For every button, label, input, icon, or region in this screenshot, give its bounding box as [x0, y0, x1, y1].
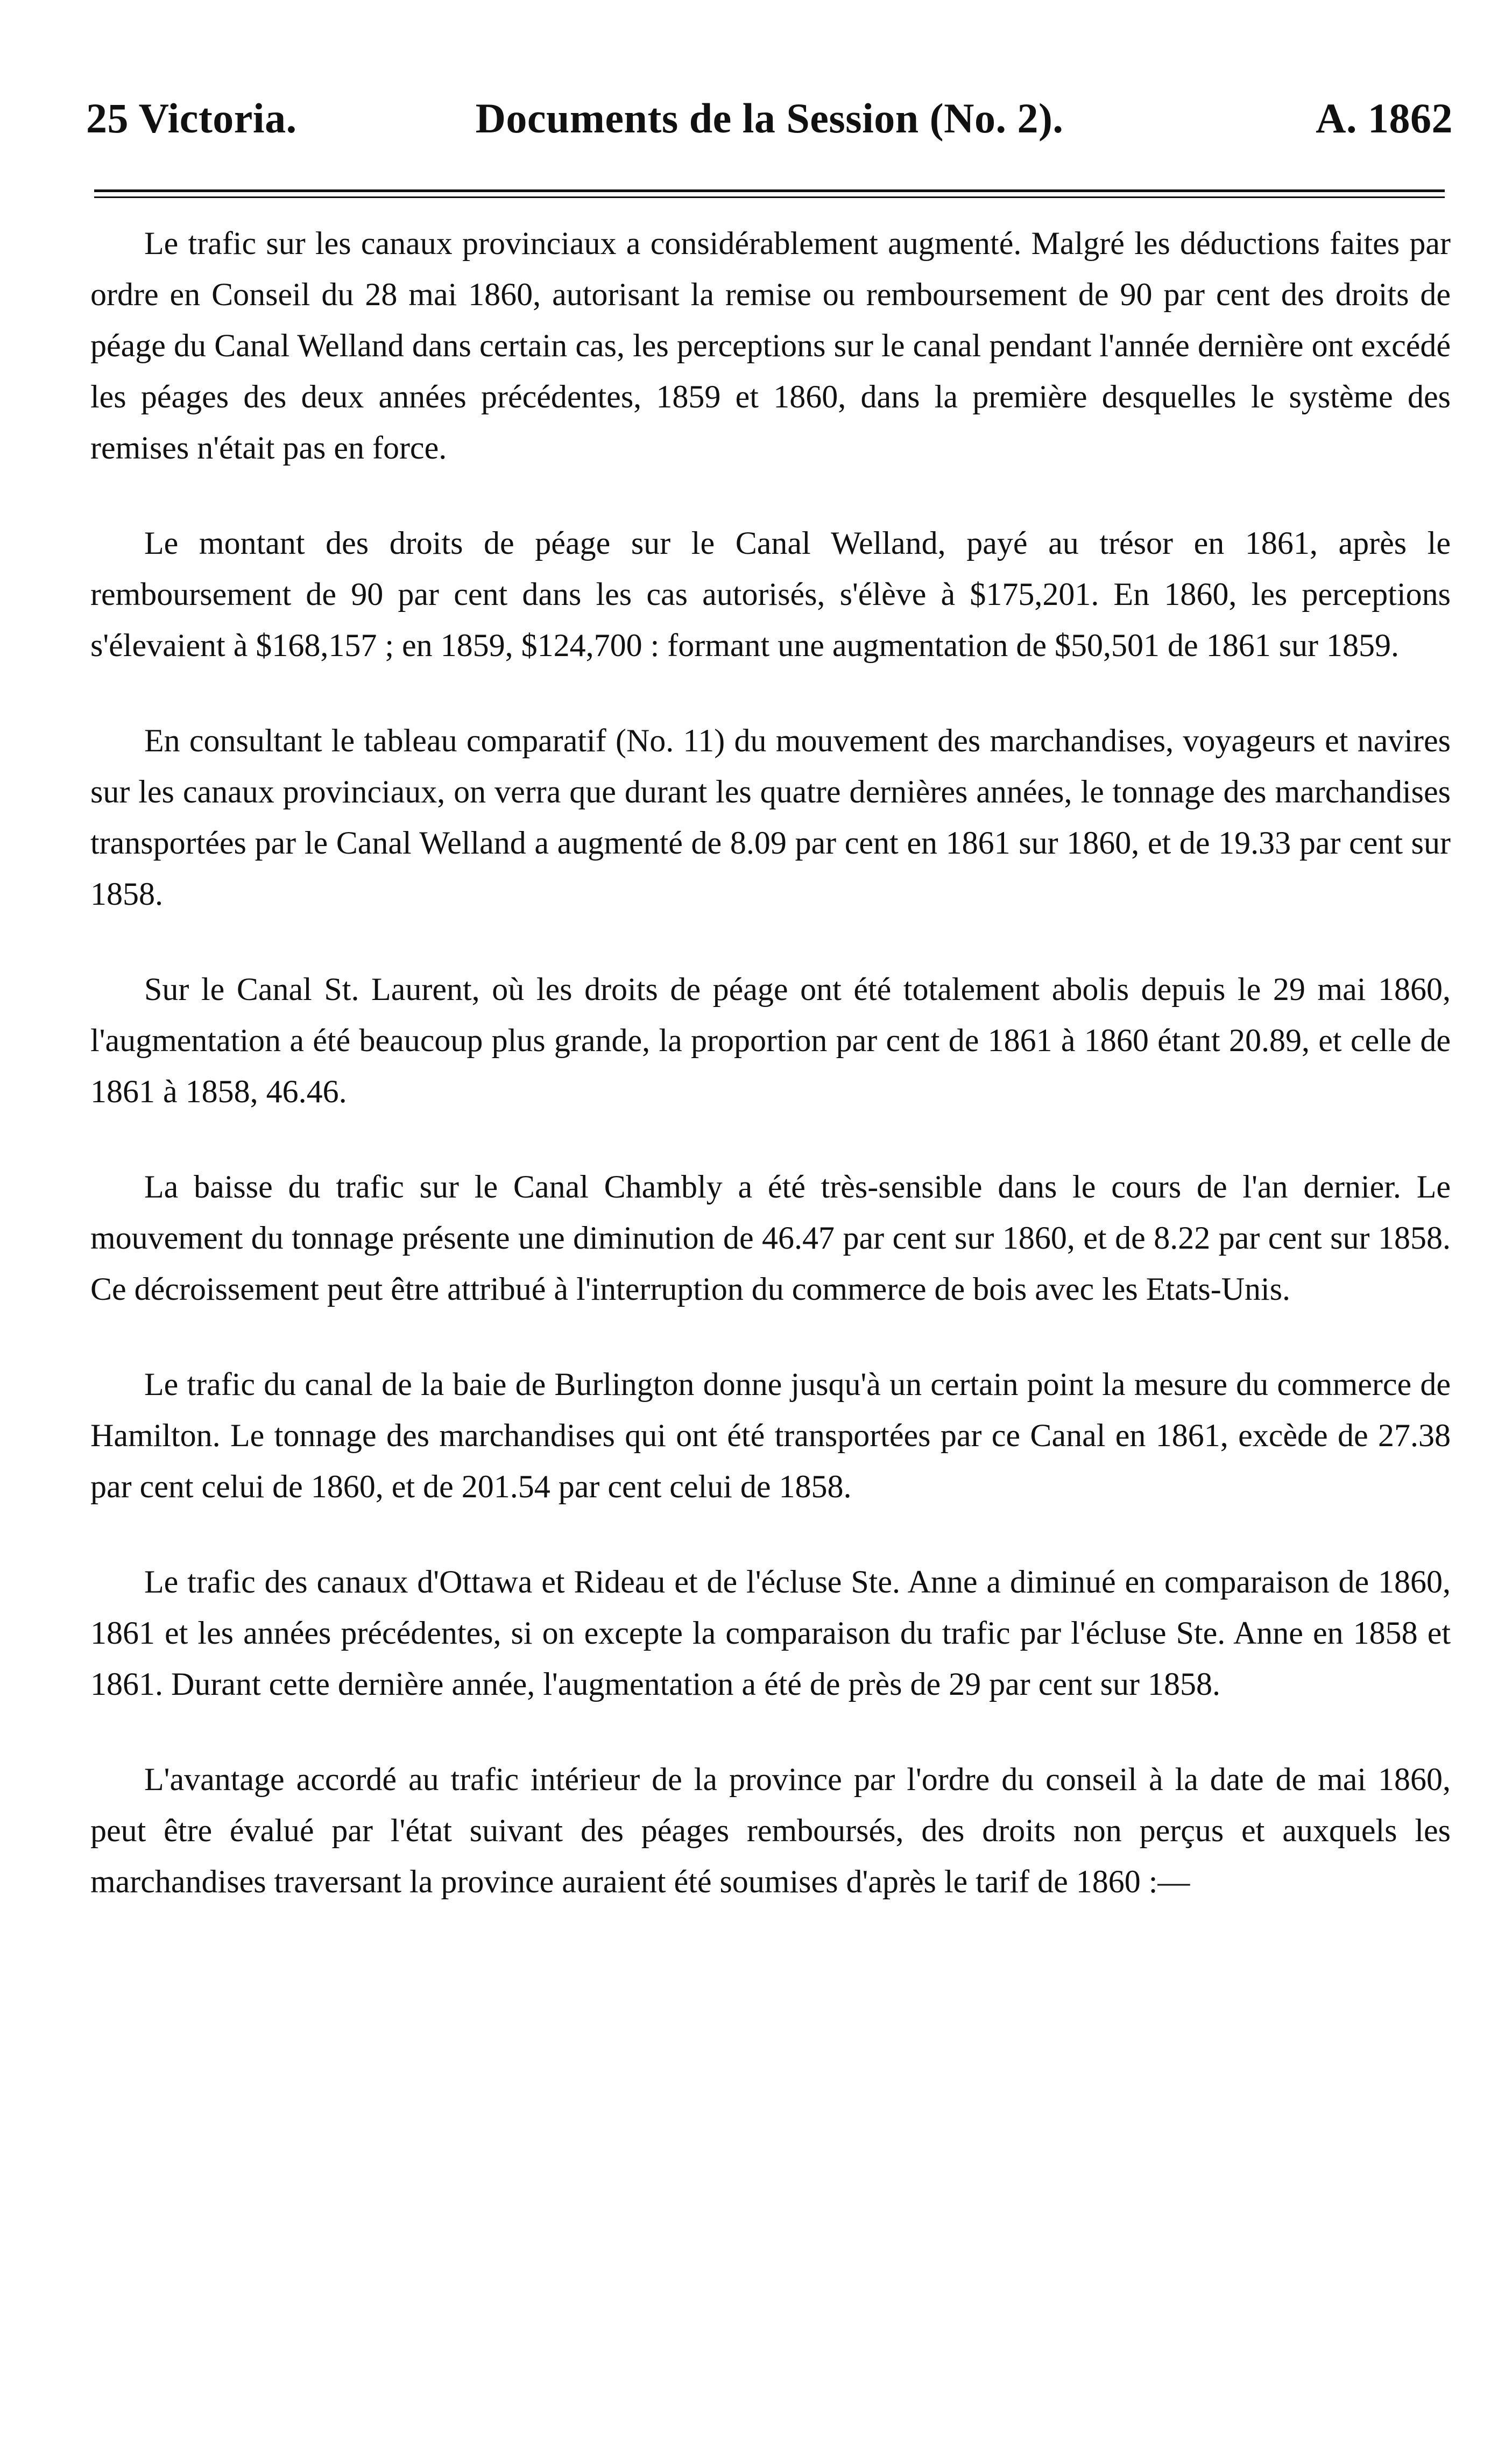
header-rule-thick: [94, 189, 1445, 192]
header-title: Documents de la Session (No. 2).: [475, 95, 1064, 142]
paragraph-st-laurent: Sur le Canal St. Laurent, où les droits de péage ont été totalement abolis depuis le 29 mai 1860, l'augmentation a été beaucoup plus grande, la proportion par cent de 1861 à 1860 étant 20.89, et celle de 1861 à 1858, 46.46.: [90, 971, 1451, 1109]
paragraph-advantage: L'avantage accordé au trafic intérieur de la province par l'ordre du conseil à la date de mai 1860, peut être évalué par l'état suivant des péages remboursés, des droits non perçus et auxquels les marchandises traversant la province auraient été soumises d'après le tarif de 1860 :—: [90, 1762, 1451, 1899]
paragraph-welland-tolls: Le montant des droits de péage sur le Canal Welland, payé au trésor en 1861, après le remboursement de 90 par cent dans les cas autorisés, s'élève à $175,201. En 1860, les perceptions s'élevaient à $168,157 ; en 1859, $124,700 : formant une augmentation de $50,501 de 1861 sur 1859.: [90, 525, 1451, 663]
header-volume: 25 Victoria.: [86, 95, 297, 142]
paragraph-comparative-table: En consultant le tableau comparatif (No. 11) du mouvement des marchandises, voyageurs et navires sur les canaux provinciaux, on verra que durant les quatre dernières années, le tonnage des marchandises transportées par le Canal Welland a augmenté de 8.09 par cent en 1861 sur 1860, et de 19.33 par cent sur 1858.: [90, 723, 1451, 912]
paragraph-canal-traffic: Le trafic sur les canaux provinciaux a considérablement augmenté. Malgré les déductions faites par ordre en Conseil du 28 mai 1860, autorisant la remise ou remboursement de 90 par cent des droits de péage du Canal Welland dans certain cas, les perceptions sur le canal pendant l'année dernière ont excédé les péages des deux années précédentes, 1859 et 1860, dans la première desquelles le système des remises n'était pas en force.: [90, 226, 1451, 466]
running-header: [86, 89, 1453, 159]
paragraph-burlington: Le trafic du canal de la baie de Burlington donne jusqu'à un certain point la mesure du commerce de Hamilton. Le tonnage des marchandises qui ont été transportées par ce Canal en 1861, excède de 27.38 par cent celui de 1860, et de 201.54 par cent celui de 1858.: [90, 1367, 1451, 1504]
paragraph-ottawa-rideau: Le trafic des canaux d'Ottawa et Rideau et de l'écluse Ste. Anne a diminué en comparaison de 1860, 1861 et les années précédentes, si on excepte la comparaison du trafic par l'écluse Ste. Anne en 1858 et 1861. Durant cette dernière année, l'augmentation a été de près de 29 par cent sur 1858.: [90, 1564, 1451, 1702]
paragraph-chambly: La baisse du trafic sur le Canal Chambly a été très-sensible dans le cours de l'an dernier. Le mouvement du tonnage présente une diminution de 46.47 par cent sur 1860, et de 8.22 par cent sur 1858. Ce décroissement peut être attribué à l'interruption du commerce de bois avec les Etats-Unis.: [90, 1169, 1451, 1307]
header-rule-thin: [94, 196, 1445, 198]
header-year: A. 1862: [1316, 95, 1453, 142]
body-text: [90, 218, 1451, 1952]
